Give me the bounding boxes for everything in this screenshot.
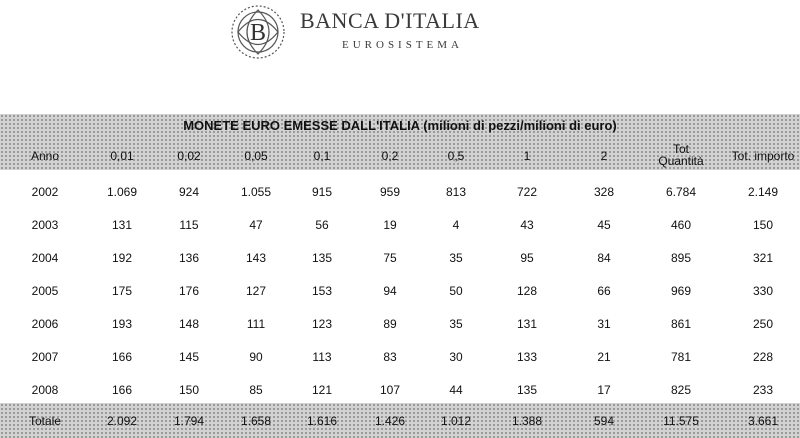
- total-cell: 1.794: [173, 414, 205, 428]
- table-cell: 44: [449, 383, 463, 397]
- table-cell: 17: [597, 383, 611, 397]
- table-cell: 95: [520, 251, 534, 265]
- year-cell: 2005: [31, 284, 59, 298]
- table-cell: 175: [111, 284, 133, 298]
- table-cell: 131: [111, 218, 133, 232]
- year-cell: 2007: [31, 350, 59, 364]
- table-row: [0, 241, 800, 274]
- column-header: Anno: [30, 149, 60, 163]
- year-cell: 2008: [31, 383, 59, 397]
- table-cell: 89: [383, 317, 397, 331]
- table-cell: 84: [597, 251, 611, 265]
- table-cell: 228: [752, 350, 774, 364]
- table-cell: 123: [311, 317, 333, 331]
- table-cell: 2.149: [747, 185, 779, 199]
- table-cell: 56: [315, 218, 329, 232]
- table-cell: 915: [311, 185, 333, 199]
- table-cell: 460: [670, 218, 692, 232]
- table-cell: 35: [449, 251, 463, 265]
- table-cell: 233: [752, 383, 774, 397]
- table-row: [0, 340, 800, 373]
- table-cell: 50: [449, 284, 463, 298]
- table-cell: 192: [111, 251, 133, 265]
- table-cell: 90: [249, 350, 263, 364]
- table-cell: 31: [597, 317, 611, 331]
- year-cell: 2006: [31, 317, 59, 331]
- table-cell: 19: [383, 218, 397, 232]
- total-cell: 1.616: [306, 414, 338, 428]
- table-row: [0, 373, 800, 406]
- year-cell: 2004: [31, 251, 59, 265]
- total-cell: 3.661: [747, 414, 779, 428]
- table-cell: 781: [670, 350, 692, 364]
- column-header: 0,05: [244, 149, 268, 163]
- table-cell: 148: [178, 317, 200, 331]
- table-cell: 135: [311, 251, 333, 265]
- table-cell: 193: [111, 317, 133, 331]
- bank-subtitle: EUROSISTEMA: [342, 39, 464, 51]
- table-cell: 128: [516, 284, 538, 298]
- table-row: [0, 175, 800, 208]
- emblem-letter: B: [249, 20, 267, 46]
- year-cell: 2003: [31, 218, 59, 232]
- table-cell: 153: [311, 284, 333, 298]
- table-cell: 330: [752, 284, 774, 298]
- table-cell: 145: [178, 350, 200, 364]
- table-cell: 107: [379, 383, 401, 397]
- table-cell: 895: [670, 251, 692, 265]
- table-cell: 150: [178, 383, 200, 397]
- column-header: 0,02: [177, 149, 201, 163]
- column-header: 0,2: [381, 149, 399, 163]
- table-cell: 115: [179, 218, 199, 232]
- table-row: [0, 307, 800, 340]
- column-header: Tot Quantità: [658, 142, 704, 168]
- table-cell: 150: [752, 218, 774, 232]
- total-cell: 1.012: [440, 414, 472, 428]
- table-cell: 121: [311, 383, 333, 397]
- column-header: Tot. importo: [731, 149, 795, 163]
- total-cell: 2.092: [106, 414, 138, 428]
- year-cell: 2002: [31, 185, 59, 199]
- table-cell: 43: [520, 218, 534, 232]
- bank-name: BANCA D'ITALIA: [300, 8, 480, 33]
- table-cell: 75: [383, 251, 397, 265]
- table-header-row: [0, 140, 800, 173]
- table-totals-row: [0, 403, 800, 436]
- table-cell: 133: [516, 350, 538, 364]
- total-cell: 11.575: [663, 414, 699, 428]
- table-cell: 94: [383, 284, 397, 298]
- totals-label: Totale: [28, 414, 62, 428]
- table-cell: 131: [516, 317, 538, 331]
- column-header: 0,1: [313, 149, 331, 163]
- total-cell: 1.426: [374, 414, 406, 428]
- table-cell: 35: [449, 317, 463, 331]
- table-cell: 21: [597, 350, 611, 364]
- table-cell: 176: [178, 284, 200, 298]
- total-cell: 1.658: [240, 414, 272, 428]
- table-cell: 83: [383, 350, 397, 364]
- column-header: 0,01: [110, 149, 134, 163]
- bank-emblem-icon: [228, 2, 288, 62]
- table-cell: 111: [246, 317, 266, 331]
- table-cell: 135: [516, 383, 538, 397]
- table-cell: 969: [670, 284, 692, 298]
- table-cell: 113: [312, 350, 332, 364]
- table-row: [0, 274, 800, 307]
- table-cell: 1.055: [240, 185, 272, 199]
- column-header: 2: [600, 149, 608, 163]
- table-row: [0, 208, 800, 241]
- table-cell: 66: [597, 284, 611, 298]
- table-cell: 166: [111, 350, 133, 364]
- table-cell: 825: [670, 383, 692, 397]
- table-cell: 861: [670, 317, 692, 331]
- table-cell: 321: [752, 251, 774, 265]
- column-header: 1: [523, 149, 531, 163]
- table-cell: 166: [111, 383, 133, 397]
- table-cell: 47: [249, 218, 263, 232]
- bank-logo: [228, 2, 518, 64]
- table-cell: 813: [445, 185, 467, 199]
- table-cell: 6.784: [665, 185, 697, 199]
- table-cell: 722: [516, 185, 538, 199]
- table-cell: 328: [593, 185, 615, 199]
- table-title: MONETE EURO EMESSE DALL'ITALIA (milioni di pezzi/milioni di euro): [183, 118, 617, 133]
- table-cell: 4: [452, 218, 460, 232]
- table-cell: 143: [245, 251, 267, 265]
- table-cell: 136: [178, 251, 200, 265]
- table-cell: 127: [245, 284, 267, 298]
- table-cell: 1.069: [106, 185, 138, 199]
- table-cell: 959: [379, 185, 401, 199]
- column-header: 0,5: [447, 149, 465, 163]
- table-cell: 30: [449, 350, 463, 364]
- total-cell: 594: [593, 414, 615, 428]
- table-cell: 250: [752, 317, 774, 331]
- table-cell: 85: [249, 383, 263, 397]
- total-cell: 1.388: [511, 414, 543, 428]
- table-cell: 924: [178, 185, 200, 199]
- table-cell: 45: [597, 218, 611, 232]
